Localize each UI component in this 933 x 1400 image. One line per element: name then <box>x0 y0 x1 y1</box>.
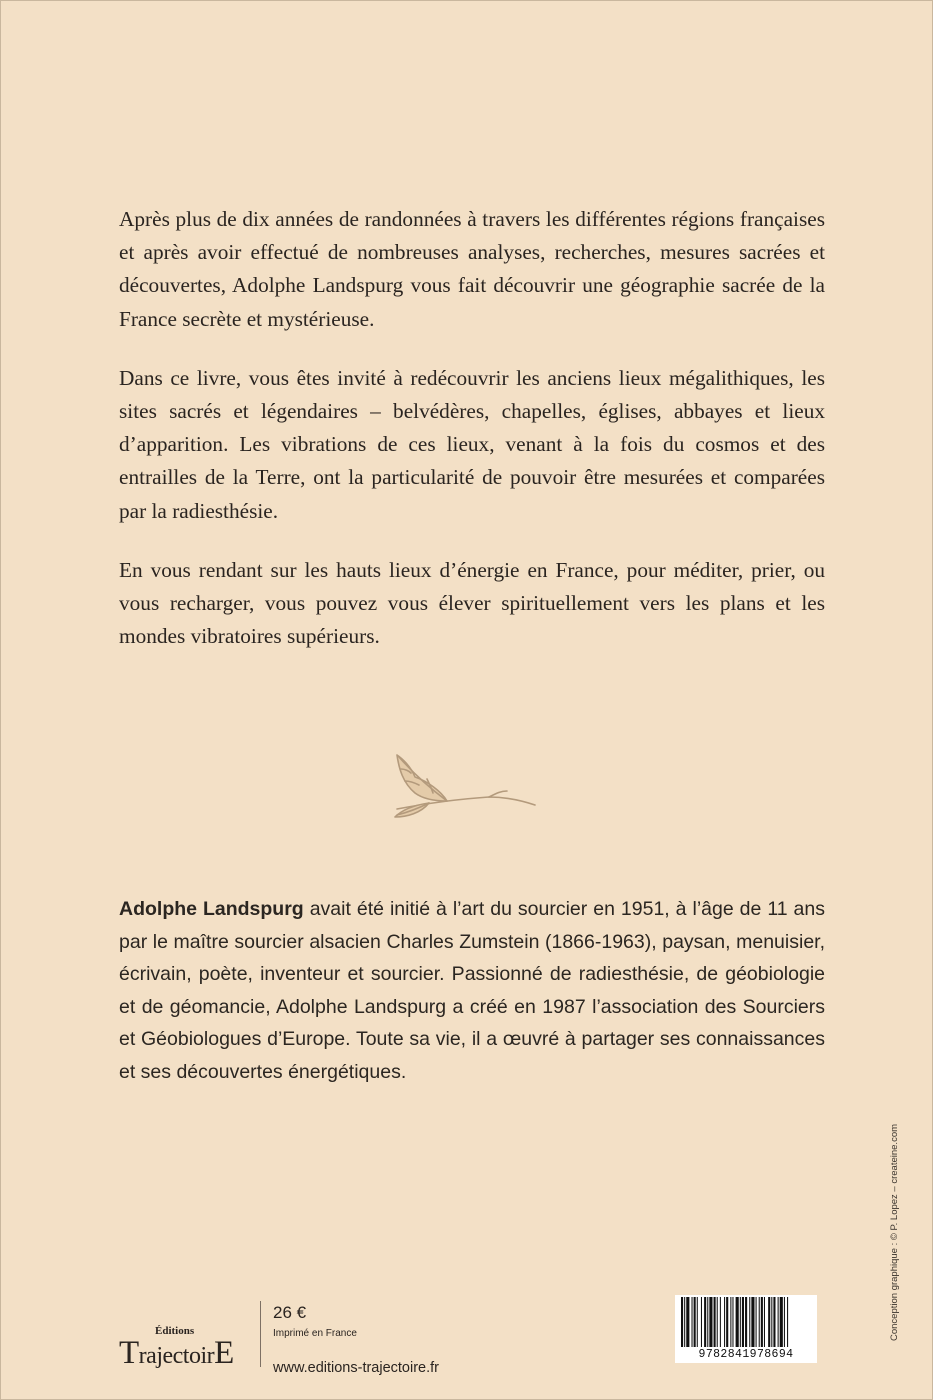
logo-cap-t: T <box>119 1335 139 1371</box>
publisher-website[interactable]: www.editions-trajectoire.fr <box>273 1360 439 1376</box>
barcode-bar <box>780 1297 783 1347</box>
barcode-bar <box>773 1297 775 1347</box>
summary-paragraph-2: Dans ce livre, vous êtes invité à redécouvrir les anciens lieux mégalithiques, les sites sacrés et légendaires – belvédères, chapelles, églises, abbayes et lieux d’apparition. Les vibrations de ces lieux, venant à la fois du cosmos et des entrailles de la Terre, ont la particularité de pouvoir être mesurées et comparées par la radiesthésie. <box>119 365 825 523</box>
barcode-bar <box>749 1297 750 1347</box>
barcode-bar <box>787 1297 788 1347</box>
logo-wordmark <box>119 1335 234 1372</box>
design-credits: Conception graphique : © P. Lopez – createine.com <box>889 1123 900 1341</box>
barcode-bar <box>742 1297 744 1347</box>
barcode-bar <box>751 1297 754 1347</box>
logo-cap-e: E <box>214 1335 234 1371</box>
author-biography <box>119 893 825 1088</box>
leaf-sprig-icon <box>389 747 539 823</box>
barcode-bar <box>707 1297 708 1347</box>
barcode-bar <box>761 1297 763 1347</box>
barcode-bar <box>745 1297 747 1347</box>
barcode-bar <box>714 1297 716 1347</box>
price: 26 € <box>273 1303 307 1322</box>
barcode-bar <box>692 1297 693 1347</box>
barcode-bar <box>684 1297 685 1347</box>
bio-text: avait été initié à l’art du sourcier en 1951, à l’âge de 11 ans par le maître sourcier alsacien Charles Zumstein (1866-1963), paysan, menuisier, écrivain, poète, inventeur et sourcier. Passionné de radiesthésie, de géobiologie et de géomancie, Adolphe Landspurg a créé en 1987 l’association des Sourciers et Géobiologues d’Europe. Toute sa vie, il a œuvré à partager ses connaissances et ses découvertes énergétiques. <box>119 898 826 1083</box>
summary-paragraph-1: Après plus de dix années de randonnées à travers les différentes régions françaises et après avoir effectué de nombreuses analyses, recherches, mesures sacrées et découvertes, Adolphe Landspurg vous fait découvrir une géographie sacrée de la France secrète et mystérieuse. <box>119 207 825 331</box>
barcode-bar <box>784 1297 785 1347</box>
barcode-bar <box>709 1297 712 1347</box>
barcode-bar <box>740 1297 741 1347</box>
barcode-bar <box>717 1297 718 1347</box>
barcode-bar <box>686 1297 689 1347</box>
barcode-bar <box>764 1297 765 1347</box>
barcode-bar <box>720 1297 721 1347</box>
barcode-bar <box>759 1297 760 1347</box>
barcode-bar <box>704 1297 706 1347</box>
bio-paragraph <box>119 893 825 1088</box>
summary-paragraph-3: En vous rendant sur les hauts lieux d’énergie en France, pour méditer, prier, ou vous recharger, vous pouvez vous élever spirituellement vers les plans et les mondes vibratoires supérieurs. <box>119 557 825 649</box>
price-info <box>273 1303 439 1377</box>
book-summary <box>119 203 825 653</box>
barcode-bar <box>778 1297 779 1347</box>
logo-editions-label: Éditions <box>155 1325 195 1337</box>
barcode-number: 9782841978694 <box>698 1348 794 1361</box>
barcode-bar <box>694 1297 696 1347</box>
barcode-bar <box>726 1297 728 1347</box>
barcode-bar <box>768 1297 770 1347</box>
author-name: Adolphe Landspurg <box>119 898 304 920</box>
footer-divider <box>260 1301 261 1367</box>
barcode-bar <box>736 1297 739 1347</box>
barcode-bar <box>771 1297 772 1347</box>
barcode-bar <box>701 1297 702 1347</box>
barcode-bar <box>730 1297 731 1347</box>
isbn-barcode <box>675 1295 817 1363</box>
logo-name-middle: rajectoir <box>138 1343 215 1369</box>
barcode-bar <box>724 1297 725 1347</box>
barcode-bar <box>732 1297 733 1347</box>
barcode-bar <box>681 1297 683 1347</box>
printed-in-label: Imprimé en France <box>273 1328 357 1339</box>
barcode-bar <box>756 1297 757 1347</box>
barcode-bar <box>697 1297 698 1347</box>
publisher-logo <box>119 1325 241 1371</box>
